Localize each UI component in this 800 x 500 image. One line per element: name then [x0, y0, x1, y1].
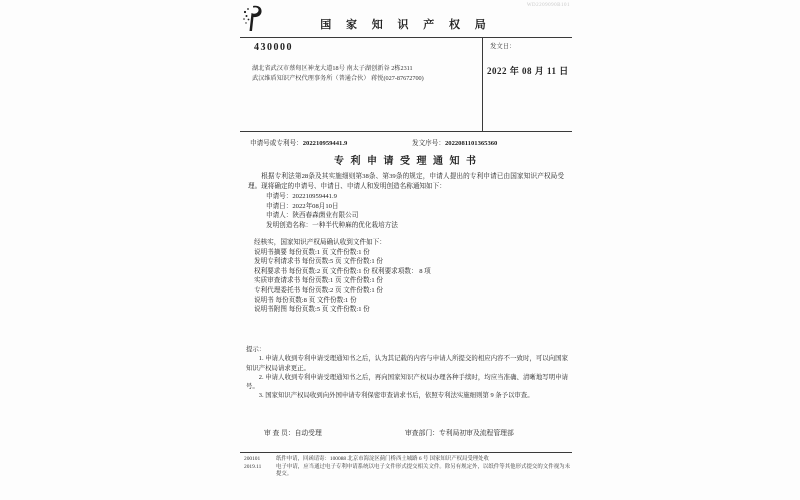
examiner-value: 自动受理 [294, 430, 322, 437]
serial-number-label: 发文序号： [412, 140, 445, 147]
header-divider [240, 37, 572, 38]
footer-text: 电子申请，应当通过电子专利申请系统以电子文件形式提交相关文件。除另有规定外，以纸件等其他形式提交的文件视为未提交。 [276, 464, 570, 477]
field-applicant: 申请人：陕西春森菌业有限公司 [266, 212, 359, 220]
serial-number-row [412, 137, 497, 147]
notes-title: 提示： [246, 346, 266, 353]
issue-date-value: 2022 年 08 月 11 日 [487, 66, 569, 76]
document-item: 实质审查请求书 每份页数:1 页 文件份数:1 份 [254, 277, 383, 285]
received-documents-section [254, 238, 431, 315]
examiner-row [264, 427, 322, 437]
footer-row [244, 464, 570, 478]
issue-box-divider [482, 37, 483, 131]
note-item: 3. 国家知识产权局收到向外国申请专利保密审查请求书后，依照专利法实施细则第 9 条予以审查。 [258, 392, 534, 400]
department-label: 审查部门： [405, 430, 439, 437]
document-item: 专利代理委托书 每份页数:2 页 文件份数:1 份 [254, 286, 383, 294]
document-item: 说明书附图 每份页数:5 页 文件份数:1 份 [254, 306, 370, 314]
examiner-label: 审 查 员： [264, 430, 295, 437]
note-item: 2. 申请人收到专利申请受理通知书之后，再向国家知识产权局办理各种手续时，均应当准确、清晰地写明申请号。 [246, 373, 568, 391]
note-item: 1. 申请人收到专利申请受理通知书之后，认为其记载的内容与申请人所提交的相应内容不一致时，可以向国家知识产权局请求更正。 [246, 355, 568, 372]
field-application-number: 申请号：202210959441.9 [266, 193, 337, 200]
application-fields [266, 192, 398, 230]
department-row [405, 427, 514, 437]
issue-date-label: 发文日： [490, 43, 516, 50]
footer-code: 200101 [244, 456, 261, 462]
postal-code: 430000 [254, 42, 293, 53]
footer-row [244, 456, 570, 463]
department-value: 专利局初审及流程管理部 [438, 430, 514, 437]
application-number-label: 申请号或专利号： [250, 140, 303, 147]
footer-divider [240, 452, 572, 453]
agency-title: 国 家 知 识 产 权 局 [320, 19, 492, 31]
field-application-date: 申请日：2022年08月10日 [266, 202, 339, 210]
application-number-row [250, 137, 347, 147]
application-number-value: 202210959441.9 [302, 140, 348, 147]
document-item: 说明书 每份页数:8 页 文件份数:1 份 [254, 296, 357, 304]
document-code: WD2209090B101 [526, 3, 570, 8]
received-documents-intro: 经核实，国家知识产权局确认收到文件如下： [254, 239, 386, 246]
recipient-address-line1: 湖北省武汉市蔡甸区神龙大道18号 南太子湖创新谷 2栋2311 [252, 65, 413, 72]
document-item: 说明书摘要 每份页数:1 页 文件份数:1 份 [254, 248, 370, 256]
notes-section [246, 345, 568, 401]
patent-acceptance-notice [240, 0, 572, 500]
serial-number-value: 2022081101365360 [444, 140, 498, 147]
document-item: 权利要求书 每份页数:2 页 文件份数:1 份 权利要求项数： 8 项 [254, 267, 431, 275]
intro-paragraph: 根据专利法第28条及其实施细则第38条、第39条的规定，申请人提出的专利申请已由国家知识产权局受理。现将确定的申请号、申请日、申请人和发明创造名称通知如下： [248, 173, 564, 190]
footer-code: 2019.11 [244, 464, 262, 470]
footer-section [244, 456, 570, 479]
meta-divider [240, 131, 572, 132]
field-invention-title: 发明创造名称：一种半代种麻的优化栽培方法 [266, 221, 398, 229]
recipient-address-line2: 武汉维盾知识产权代理事务所（普通合伙） 蒋悦(027-87672700) [252, 75, 424, 82]
document-item: 发明专利请求书 每份页数:5 页 文件份数:1 份 [254, 258, 383, 266]
footer-text: 纸件申请，回函请寄：100088 北京市海淀区蓟门桥西土城路 6 号 国家知识产权局受理处收 [276, 456, 489, 462]
notice-title: 专 利 申 请 受 理 通 知 书 [334, 156, 478, 167]
